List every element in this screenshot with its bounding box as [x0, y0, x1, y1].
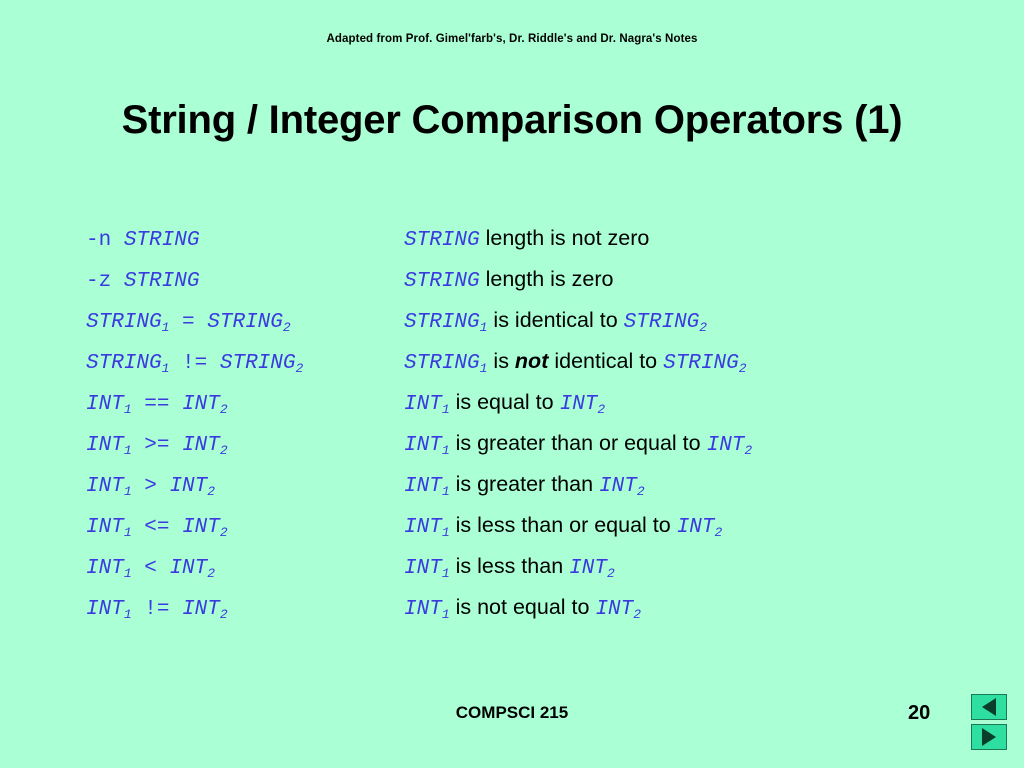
operator-symbol: > — [144, 475, 157, 498]
description-operand-left-subscript: 1 — [441, 525, 450, 541]
operator-row — [86, 513, 966, 554]
operand-right: INT — [182, 393, 220, 416]
operator-description: $STRING_1$ is identical to $STRING_2$ — [404, 308, 708, 336]
description-operand-right: $STRING_2$ — [663, 352, 747, 377]
operand-left: INT — [86, 393, 124, 416]
page-title: String / Integer Comparison Operators (1) — [121, 98, 903, 142]
description-operand-left-subscript: 1 — [479, 361, 488, 377]
operand-right-subscript: 2 — [207, 484, 216, 500]
description-operand-left: $STRING_1$ — [404, 352, 488, 377]
operator-symbol: != — [144, 598, 170, 621]
operand-left: STRING — [86, 352, 162, 375]
description-operand-right-subscript: 2 — [714, 525, 723, 541]
operand-left-subscript: 1 — [123, 484, 132, 500]
operator-expression — [86, 598, 404, 621]
footer-course: COMPSCI 215 — [455, 703, 569, 722]
operand-right: STRING — [219, 352, 296, 375]
operand-left-subscript: 1 — [123, 525, 132, 541]
operand-left-subscript: 1 — [123, 402, 132, 418]
operand-left-subscript: 1 — [123, 607, 132, 623]
next-slide-button[interactable] — [971, 724, 1007, 750]
operand-left-subscript: 1 — [161, 320, 170, 336]
description-operand-left: STRING — [404, 270, 480, 293]
operator-row — [86, 308, 966, 349]
description-operand-left-subscript: 1 — [479, 320, 488, 336]
operand-left: STRING — [86, 311, 162, 334]
operand-right: INT — [182, 434, 220, 457]
operator-flag: -z — [86, 270, 112, 293]
operator-symbol: == — [144, 393, 170, 416]
description-operand-right: $INT_2$ — [599, 475, 645, 500]
operator-description: $INT_1$ is not equal to $INT_2$ — [404, 595, 642, 623]
description-operand-right: $INT_2$ — [569, 557, 615, 582]
operator-description: $INT_1$ is less than $INT_2$ — [404, 554, 615, 582]
operand-left: INT — [86, 475, 124, 498]
description-operand-left: $INT_1$ — [404, 393, 450, 418]
operator-row — [86, 267, 966, 308]
operator-expression — [86, 557, 404, 580]
description-operand-right: $INT_2$ — [595, 598, 642, 623]
operand-right-subscript: 2 — [219, 402, 228, 418]
operator-row — [86, 595, 966, 636]
triangle-right-icon — [982, 728, 996, 746]
description-operand-right-subscript: 2 — [738, 361, 747, 377]
operator-symbol: < — [144, 557, 157, 580]
operator-row — [86, 226, 966, 267]
operand-right-subscript: 2 — [282, 320, 291, 336]
description-operand-left-subscript: 1 — [441, 484, 450, 500]
description-operand-right: $INT_2$ — [559, 393, 606, 418]
slide-credit: Adapted from Prof. Gimel'farb's, Dr. Riddle's and Dr. Nagra's Notes — [326, 33, 698, 45]
operand-right: INT — [169, 557, 208, 580]
page-number: 20 — [908, 702, 931, 724]
operator-symbol: != — [182, 352, 208, 375]
description-operand-right-subscript: 2 — [633, 607, 642, 623]
description-operand-right-subscript: 2 — [699, 320, 708, 336]
description-operand-left-subscript: 1 — [441, 566, 450, 582]
description-operand-left: $INT_1$ — [404, 475, 450, 500]
description-operand-left: $INT_1$ — [404, 598, 450, 623]
operator-expression — [86, 229, 404, 252]
operator-expression — [86, 352, 404, 375]
description-operand-right: $INT_2$ — [676, 516, 723, 541]
operator-description: $INT_1$ is less than or equal to $INT_2$ — [404, 513, 723, 541]
operator-description: $INT_1$ is greater than $INT_2$ — [404, 472, 645, 500]
operator-row — [86, 431, 966, 472]
description-operand-right-subscript: 2 — [744, 443, 753, 459]
operand-left-subscript: 1 — [123, 566, 132, 582]
operand-right: INT — [182, 516, 220, 539]
operator-description: STRING length is not zero — [404, 226, 650, 252]
operator-flag: -n — [86, 229, 112, 252]
previous-slide-button[interactable] — [971, 694, 1007, 720]
description-operand-left: $INT_1$ — [404, 434, 450, 459]
operator-description: $INT_1$ is greater than or equal to $INT_2$ — [404, 431, 753, 459]
operand-right-subscript: 2 — [219, 607, 228, 623]
operand-right: INT — [182, 598, 220, 621]
description-operand-left: $STRING_1$ — [404, 311, 488, 336]
description-operand-right: $STRING_2$ — [623, 311, 708, 336]
operator-description: STRING length is zero — [404, 267, 614, 293]
operator-expression — [86, 393, 404, 416]
operand-left: INT — [86, 598, 124, 621]
operand-left-subscript: 1 — [123, 443, 132, 459]
operand-left: INT — [86, 434, 124, 457]
operator-expression — [86, 434, 404, 457]
operand-left: INT — [86, 516, 124, 539]
operator-symbol: <= — [144, 516, 170, 539]
operand-right-subscript: 2 — [295, 361, 304, 377]
operators-list — [86, 226, 966, 636]
operator-row — [86, 472, 966, 513]
description-operand-right-subscript: 2 — [636, 484, 645, 500]
operator-description: $INT_1$ is equal to $INT_2$ — [404, 390, 606, 418]
description-operand-left-subscript: 1 — [441, 402, 450, 418]
description-operand-right: $INT_2$ — [706, 434, 753, 459]
slide-navigation — [971, 694, 1009, 754]
operand-right: STRING — [207, 311, 283, 334]
description-operand-left: $INT_1$ — [404, 516, 450, 541]
operand-left: STRING — [123, 270, 200, 293]
operand-left: INT — [86, 557, 124, 580]
operator-expression — [86, 516, 404, 539]
description-operand-left-subscript: 1 — [441, 443, 450, 459]
operator-expression — [86, 311, 404, 334]
description-operand-left-subscript: 1 — [441, 607, 450, 623]
operand-right-subscript: 2 — [219, 525, 228, 541]
operand-right-subscript: 2 — [207, 566, 216, 582]
operand-right: INT — [169, 475, 208, 498]
description-operand-left: STRING — [404, 229, 480, 252]
operator-symbol: = — [182, 311, 195, 334]
operator-expression — [86, 475, 404, 498]
operator-row — [86, 554, 966, 595]
operator-description: $STRING_1$ is not identical to $STRING_2$ — [404, 349, 747, 377]
operator-symbol: >= — [144, 434, 170, 457]
operand-left-subscript: 1 — [161, 361, 170, 377]
operand-left: STRING — [123, 229, 200, 252]
operator-expression — [86, 270, 404, 293]
description-emphasis: not — [514, 349, 549, 373]
description-operand-left: $INT_1$ — [404, 557, 450, 582]
description-operand-right-subscript: 2 — [597, 402, 606, 418]
operator-row — [86, 390, 966, 431]
description-operand-right-subscript: 2 — [606, 566, 615, 582]
operand-right-subscript: 2 — [219, 443, 228, 459]
operator-row — [86, 349, 966, 390]
triangle-left-icon — [982, 698, 996, 716]
